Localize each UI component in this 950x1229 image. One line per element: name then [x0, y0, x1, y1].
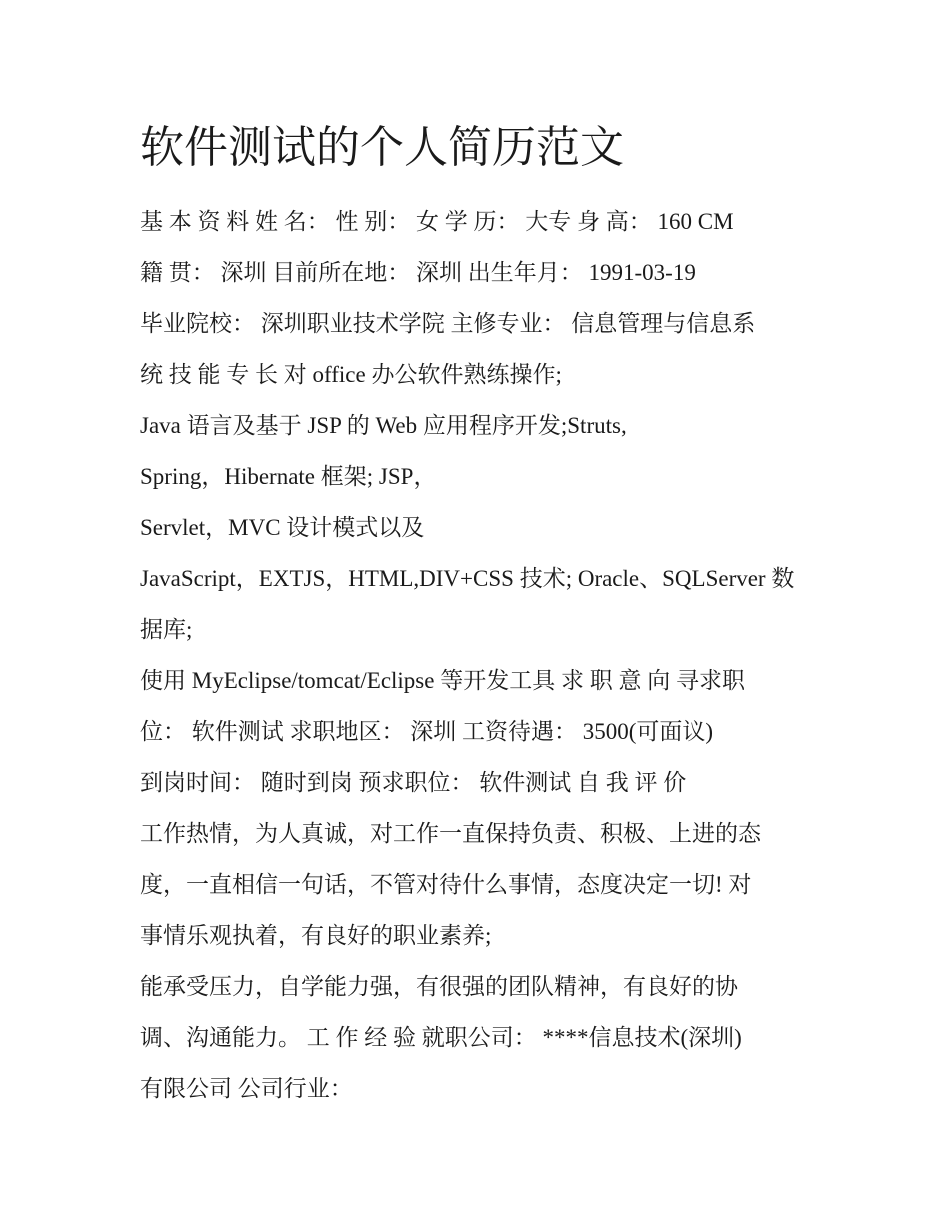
text-line: Spring，Hibernate 框架; JSP，: [140, 464, 437, 489]
text-line: 籍 贯： 深圳 目前所在地： 深圳 出生年月： 1991-03-19: [140, 260, 696, 285]
text-line: 有限公司 公司行业：: [140, 1076, 353, 1101]
text-line: 统 技 能 专 长 对 office 办公软件熟练操作;: [140, 362, 562, 387]
text-line: 使用 MyEclipse/tomcat/Eclipse 等开发工具 求 职 意 向 寻求职: [140, 668, 745, 693]
text-line: Java 语言及基于 JSP 的 Web 应用程序开发;Struts,: [140, 413, 627, 438]
text-line: 到岗时间： 随时到岗 预求职位： 软件测试 自 我 评 价: [140, 770, 687, 795]
text-line: 基 本 资 料 姓 名： 性 别： 女 学 历： 大专 身 高： 160 CM: [140, 209, 734, 234]
document-title: 软件测试的个人简历范文: [140, 122, 624, 173]
text-line: 能承受压力，自学能力强，有很强的团队精神，有良好的协: [140, 974, 738, 999]
text-line: Servlet，MVC 设计模式以及: [140, 515, 425, 540]
text-line: JavaScript，EXTJS，HTML,DIV+CSS 技术; Oracle、SQLServer 数: [140, 566, 795, 591]
text-line: 工作热情，为人真诚，对工作一直保持负责、积极、上进的态: [140, 821, 761, 846]
text-line: 调、沟通能力。 工 作 经 验 就职公司： ****信息技术(深圳): [140, 1025, 742, 1050]
text-line: 据库;: [140, 617, 193, 642]
text-line: 事情乐观执着，有良好的职业素养;: [140, 923, 492, 948]
text-line: 度，一直相信一句话，不管对待什么事情，态度决定一切! 对: [140, 872, 752, 897]
text-line: 毕业院校： 深圳职业技术学院 主修专业： 信息管理与信息系: [140, 311, 756, 336]
text-line: 位： 软件测试 求职地区： 深圳 工资待遇： 3500(可面议): [140, 719, 714, 744]
